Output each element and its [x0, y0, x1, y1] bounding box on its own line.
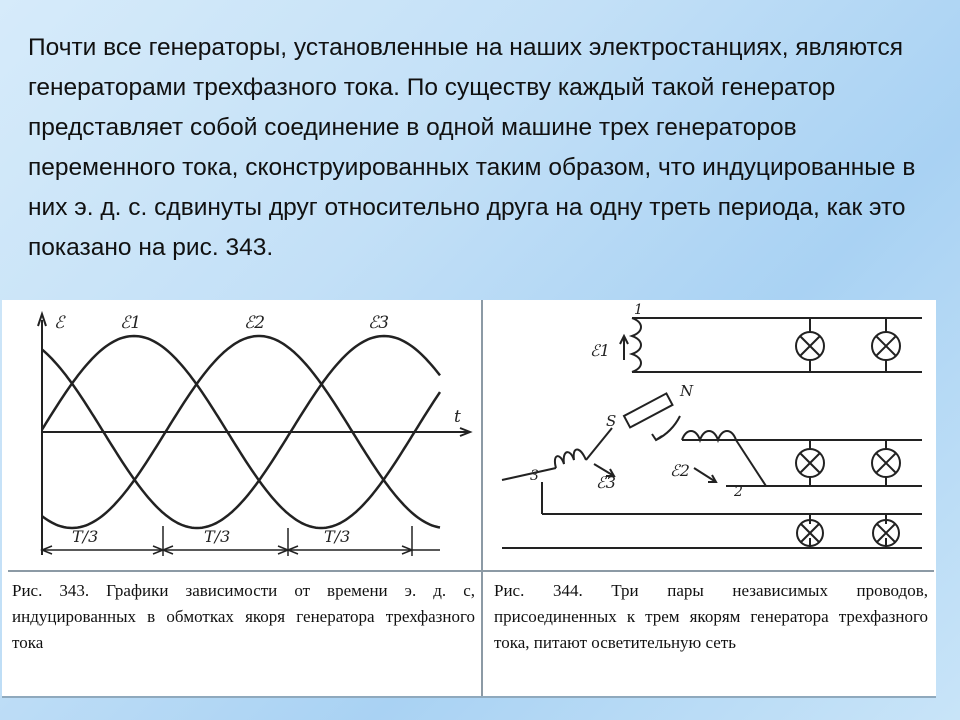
curve-1-label: ℰ1: [120, 313, 142, 333]
period-label-1: T/3: [72, 527, 99, 546]
coil-1-emf-label: ℰ1: [590, 341, 610, 360]
magnet-rotor: [624, 393, 672, 427]
pole-n-label: N: [680, 382, 694, 400]
emf-axis-label: ℰ: [54, 313, 65, 333]
curve-3-label: ℰ3: [368, 313, 390, 333]
period-label-3: T/3: [324, 527, 351, 546]
figure-divider: [481, 300, 483, 696]
caption-separator: [8, 570, 934, 572]
coil-3: [555, 450, 586, 469]
coil-1: [632, 318, 641, 372]
coil-3-number: 3: [530, 468, 539, 484]
figure-344-caption: Рис. 344. Три пары независимых проводов, присоединенных к трем якорям генератора трехфазного тока, питают осветительную сеть: [494, 581, 928, 652]
coil-2-emf-label: ℰ2: [670, 461, 690, 480]
coil-3-emf-label: ℰ3: [596, 473, 616, 492]
coil-1-number: 1: [634, 302, 643, 318]
figures-panel: [2, 300, 936, 698]
circuit-diagram-figure: [490, 300, 930, 570]
figure-343-caption: Рис. 343. Графики зависимости от времени э. д. с, индуцированных в обмотках якоря генератора трехфазного тока: [12, 581, 475, 652]
coil-2: [682, 431, 736, 440]
coil-2-number: 2: [734, 484, 743, 500]
curve-2-label: ℰ2: [244, 313, 266, 333]
pole-s-label: S: [606, 412, 617, 430]
period-label-2: T/3: [204, 527, 231, 546]
slide-paragraph: Почти все генераторы, установленные на наших электростанциях, являются генераторами трехфазного тока. По существу каждый такой генератор представляет собой соединение в одной машине трех генераторов переменного тока, сконструированных таким образом, что индуцированные в них э. д. с. сдвинуты друг относительно друга на одну треть периода, как это показано на рис. 343.: [28, 34, 916, 261]
time-axis-label: t: [454, 407, 461, 427]
wire-3-feed: [502, 468, 556, 480]
emf-graph-figure: [8, 300, 481, 570]
